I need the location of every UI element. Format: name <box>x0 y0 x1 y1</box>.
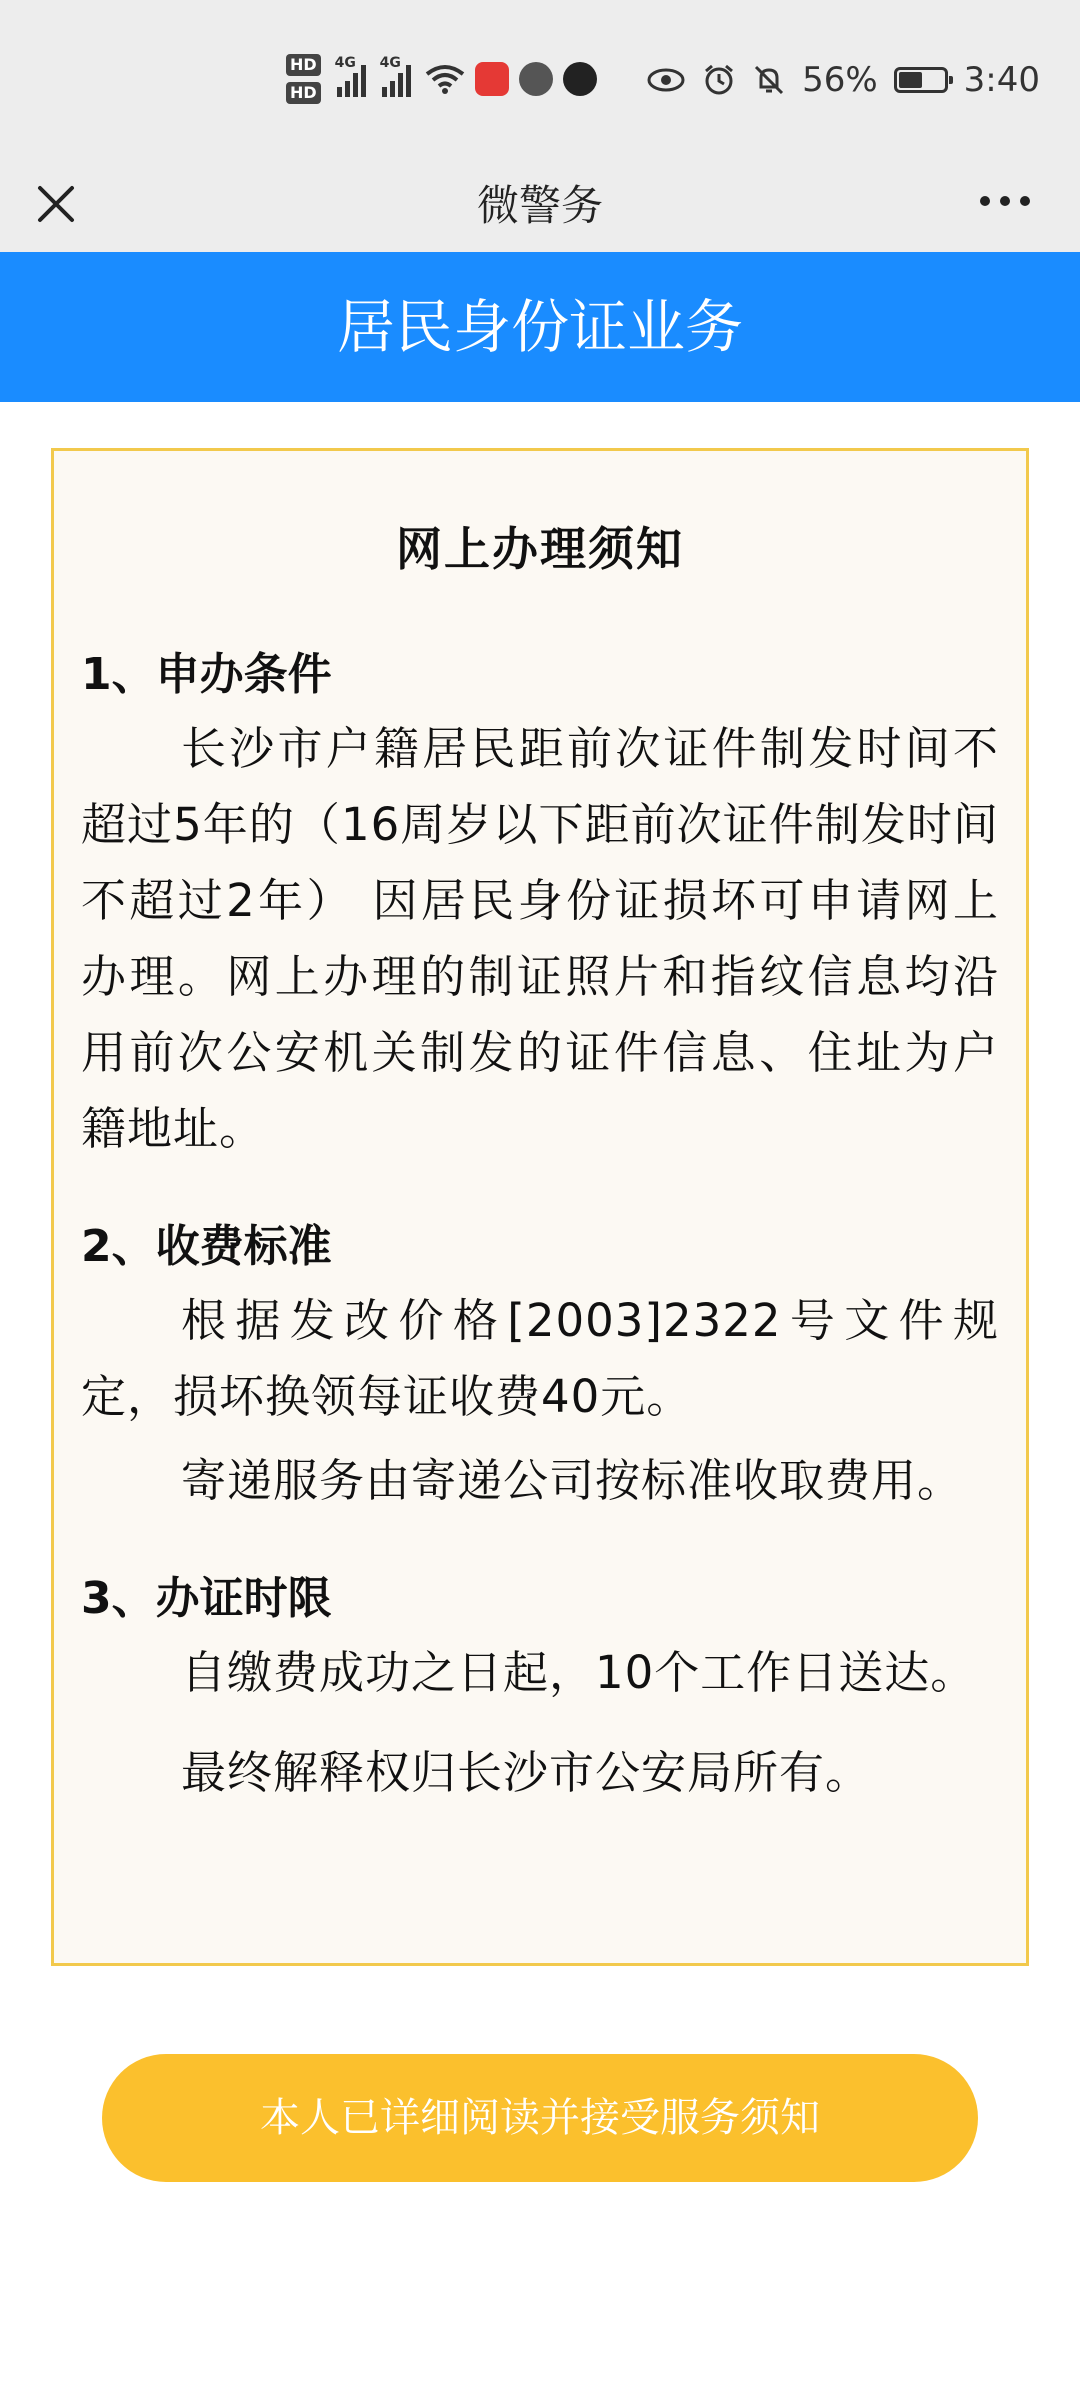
network-type-1: 4G <box>334 55 356 71</box>
notice-title: 网上办理须知 <box>396 522 684 576</box>
battery-percent: 56% <box>802 60 878 100</box>
wifi-icon <box>425 64 465 94</box>
network-type-2: 4G <box>379 55 401 71</box>
hd-badges <box>286 54 321 104</box>
clock-time: 3:40 <box>963 60 1040 100</box>
hd-badge-2: HD <box>286 82 321 104</box>
section-paragraph: 长沙市户籍居民距前次证件制发时间不超过5年的（16周岁以下距前次证件制发时间不超过2年） 因居民身份证损坏可申请网上办理。网上办理的制证照片和指纹信息均沿用前次公安机关制发的证件信息、住址为户籍地址。 <box>81 722 999 1155</box>
status-left-icons <box>286 44 597 114</box>
signal-icon-2 <box>379 55 411 97</box>
notice-card <box>51 448 1029 1966</box>
nav-bar <box>0 160 1080 252</box>
eye-icon <box>646 66 686 94</box>
more-dots-icon[interactable] <box>980 196 1030 206</box>
chat-bubble-icon <box>519 62 553 96</box>
accept-terms-button[interactable]: 本人已详细阅读并接受服务须知 <box>102 2054 978 2182</box>
status-bar <box>0 0 1080 160</box>
section-heading-time-limit: 3、办证时限 <box>81 1573 332 1624</box>
signal-icon-1 <box>334 55 366 97</box>
mute-bell-icon <box>752 63 786 97</box>
nav-title: 微警务 <box>476 181 603 230</box>
qq-penguin-icon <box>563 62 597 96</box>
section-paragraph: 根据发改价格[2003]2322号文件规定，损坏换领每证收费40元。 <box>81 1294 999 1423</box>
section-heading-fees: 2、收费标准 <box>81 1221 332 1272</box>
page-header-banner: 居民身份证业务 <box>0 252 1080 402</box>
battery-icon <box>894 67 948 93</box>
section-paragraph: 寄递服务由寄递公司按标准收取费用。 <box>181 1454 964 1507</box>
alarm-clock-icon <box>702 63 736 97</box>
book-app-icon <box>475 62 509 96</box>
hd-badge-1: HD <box>286 54 321 76</box>
status-right-icons <box>646 50 1040 110</box>
section-paragraph: 自缴费成功之日起，10个工作日送达。 <box>181 1646 977 1699</box>
section-heading-conditions: 1、申办条件 <box>81 649 332 700</box>
closing-statement: 最终解释权归长沙市公安局所有。 <box>181 1746 872 1799</box>
